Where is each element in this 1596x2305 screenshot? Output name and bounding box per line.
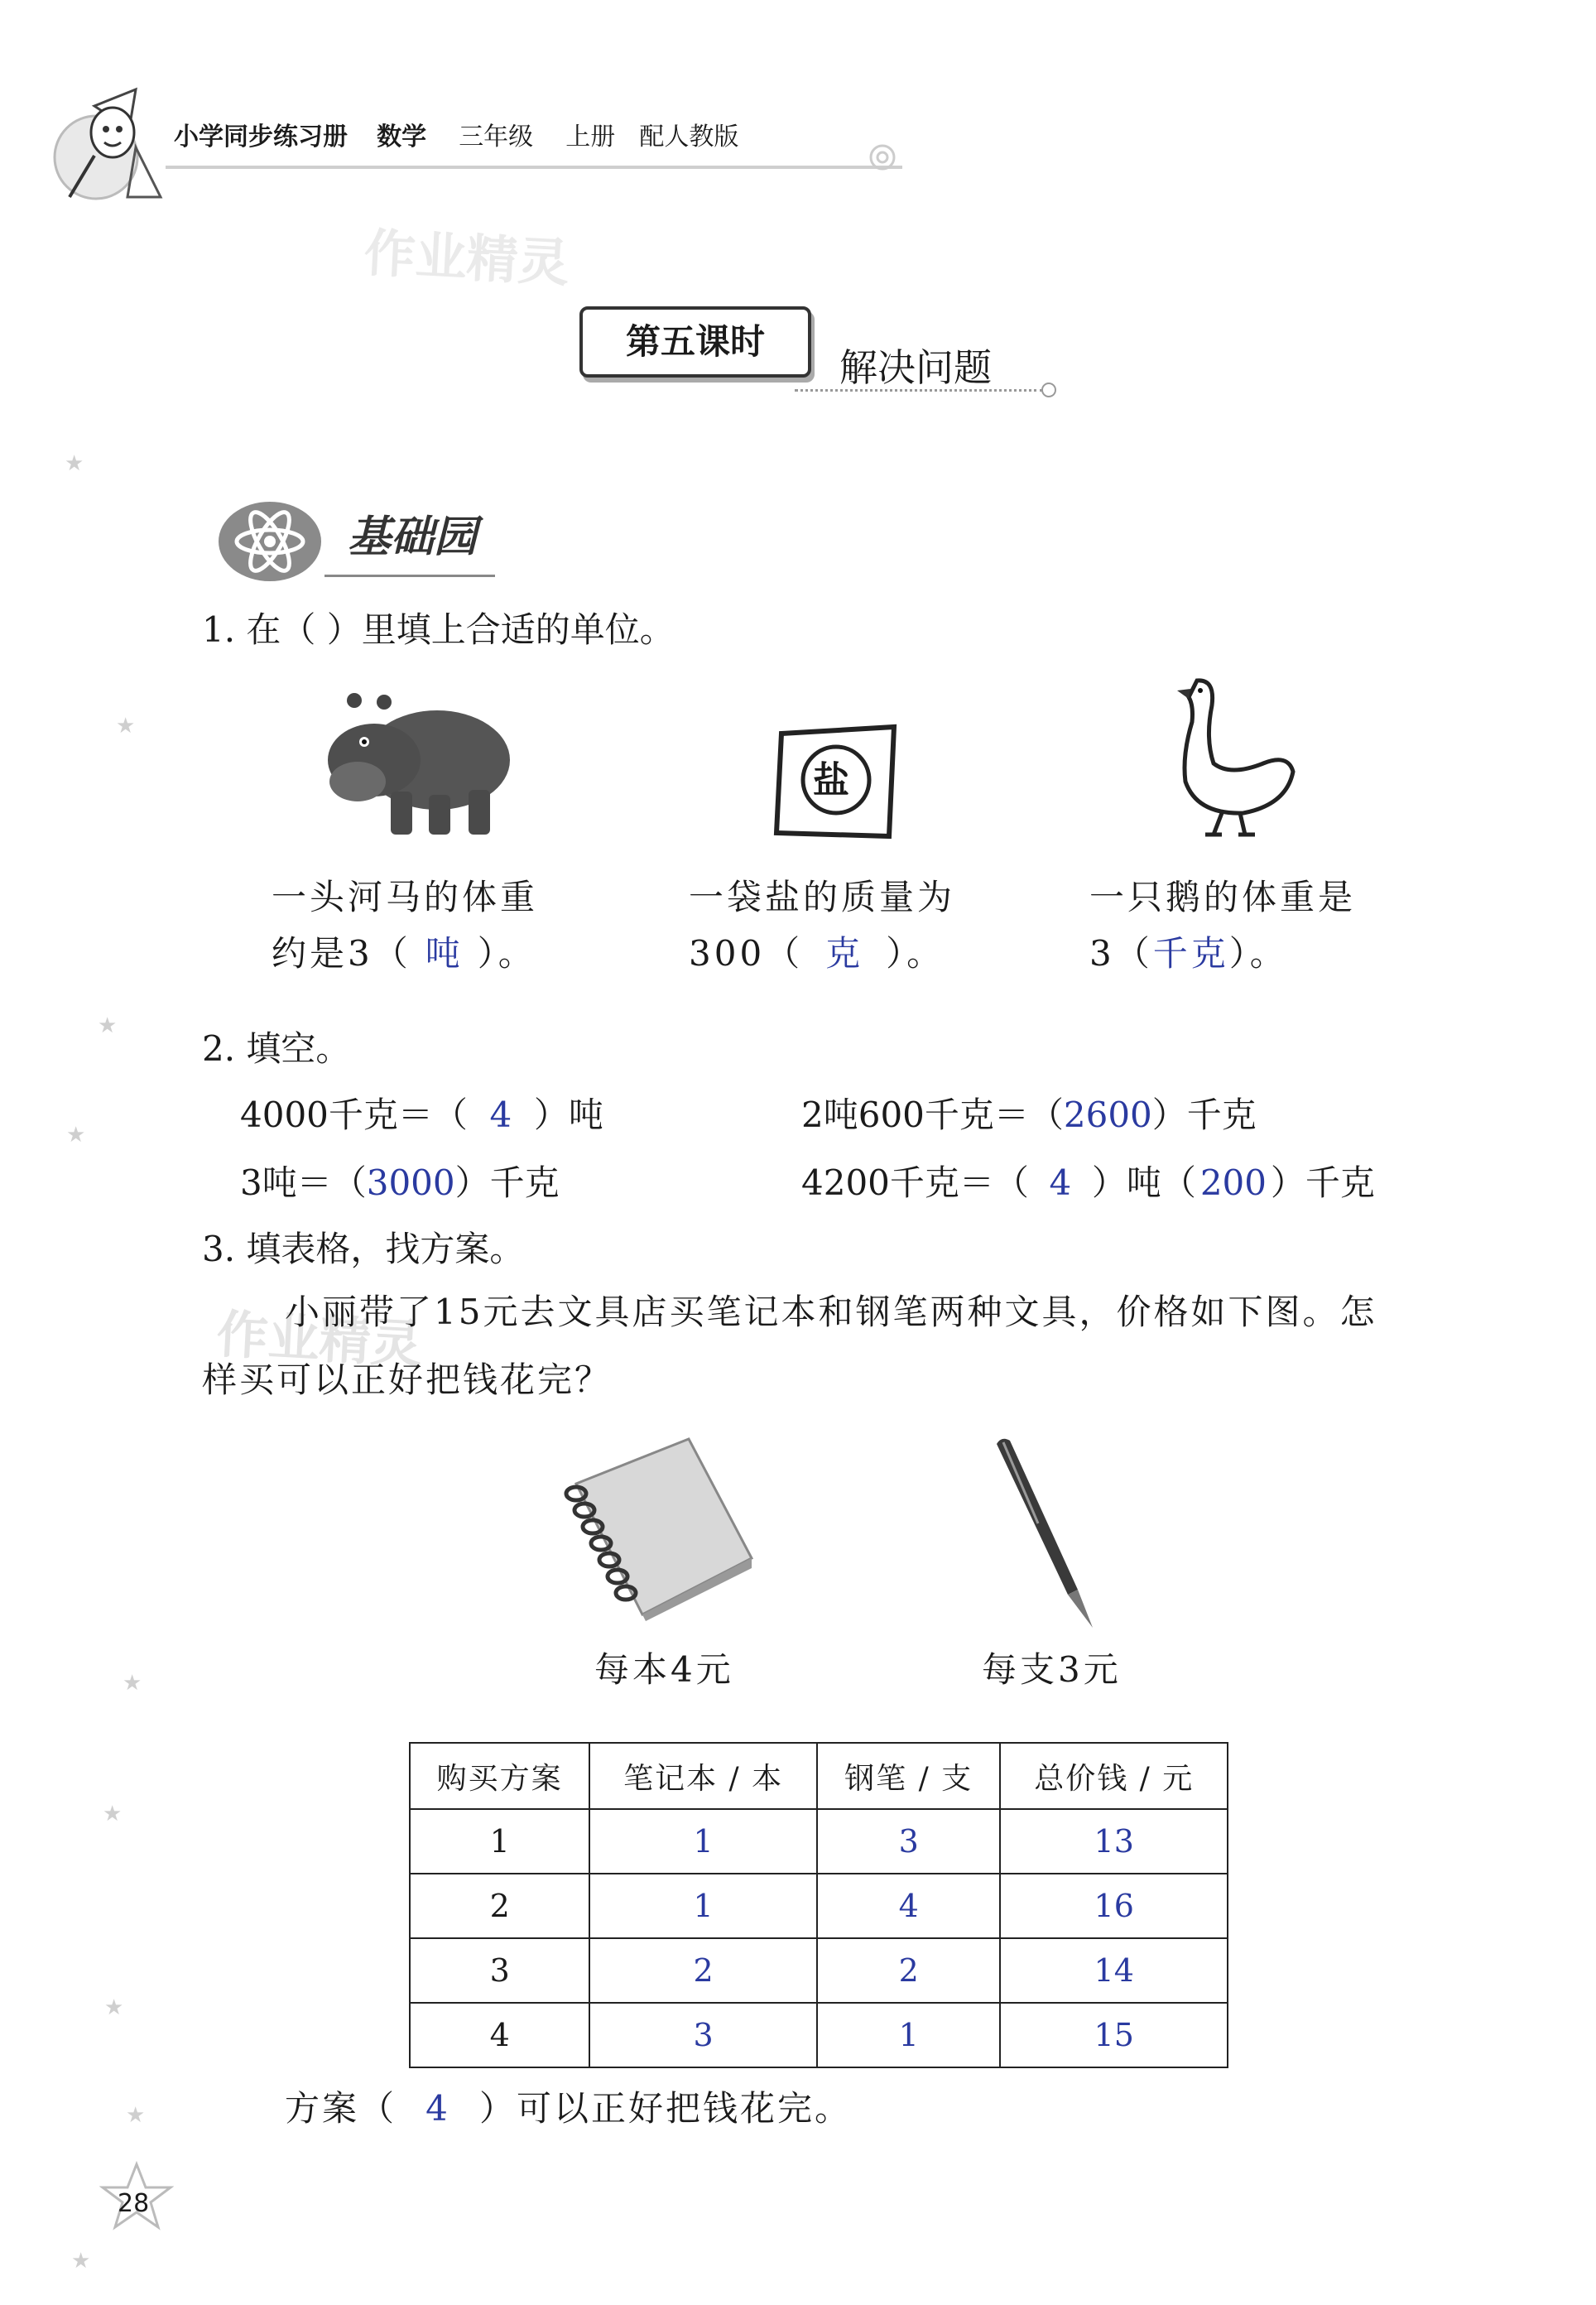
q2-answer[interactable]: 4 bbox=[1049, 1162, 1072, 1203]
q1-item-text: ）。 bbox=[886, 933, 945, 974]
q2-answer[interactable]: 4 bbox=[489, 1095, 512, 1135]
q1-item-text: 3（ bbox=[1089, 933, 1153, 974]
header-mascot-icon bbox=[36, 81, 169, 205]
plan-table bbox=[409, 1742, 1228, 2068]
table-answer-cell[interactable]: 14 bbox=[1000, 1938, 1228, 2003]
table-header-cell: 笔记本 / 本 bbox=[589, 1743, 817, 1809]
table-answer-cell[interactable]: 13 bbox=[1000, 1809, 1228, 1874]
notebook-image bbox=[543, 1434, 758, 1621]
q1-item-text: 约是3（ bbox=[272, 933, 411, 974]
watermark: 作业精灵 bbox=[214, 1303, 424, 1375]
page-number: 28 bbox=[118, 2189, 150, 2218]
table-header-cell: 总价钱 / 元 bbox=[1000, 1743, 1228, 1809]
q2-text: 4200千克＝（ bbox=[801, 1162, 1029, 1203]
table-answer-cell[interactable]: 1 bbox=[589, 1809, 817, 1874]
table-answer-cell[interactable]: 1 bbox=[589, 1874, 817, 1938]
q3-text-line2: 样买可以正好把钱花完？ bbox=[202, 1359, 613, 1400]
table-header-cell: 钢笔 / 支 bbox=[817, 1743, 1001, 1809]
q2-text: ）吨（ bbox=[1091, 1162, 1196, 1203]
table-answer-cell[interactable]: 1 bbox=[817, 2003, 1001, 2067]
header-volume: 上册 bbox=[565, 123, 616, 152]
q2-row1-left bbox=[240, 1088, 603, 1138]
table-cell: 2 bbox=[410, 1874, 589, 1938]
table-answer-cell[interactable]: 2 bbox=[817, 1938, 1001, 2003]
atom-icon bbox=[212, 493, 328, 585]
table-row bbox=[410, 1938, 1228, 2003]
table-answer-cell[interactable]: 4 bbox=[817, 1874, 1001, 1938]
lesson-title: 解决问题 bbox=[839, 345, 992, 390]
pen-image bbox=[988, 1432, 1104, 1631]
lesson-title-underline bbox=[795, 389, 1043, 392]
star-icon: ★ bbox=[98, 1013, 118, 1038]
q2-answer[interactable]: 200 bbox=[1199, 1162, 1267, 1203]
star-icon: ★ bbox=[66, 1123, 86, 1148]
q2-text: ）吨 bbox=[533, 1095, 603, 1135]
table-header-cell: 购买方案 bbox=[410, 1743, 589, 1809]
table-answer-cell[interactable]: 3 bbox=[817, 1809, 1001, 1874]
q3-conclusion-answer[interactable]: 4 bbox=[425, 2088, 450, 2129]
notebook-price: 每本4元 bbox=[594, 1649, 734, 1690]
q1-answer-ton[interactable]: 吨 bbox=[425, 933, 464, 974]
q2-text: ）千克 bbox=[1151, 1095, 1257, 1135]
q1-item-text: ）。 bbox=[477, 933, 536, 974]
table-cell: 4 bbox=[410, 2003, 589, 2067]
pen-price: 每支3元 bbox=[982, 1649, 1122, 1690]
q1-item-hippo bbox=[272, 869, 538, 982]
section-title: 基础园 bbox=[348, 512, 478, 562]
star-icon: ★ bbox=[71, 2249, 91, 2274]
table-row bbox=[410, 1874, 1228, 1938]
lesson-underline-dot-icon bbox=[1041, 383, 1056, 397]
table-row bbox=[410, 1809, 1228, 1874]
q3-conclusion bbox=[285, 2081, 852, 2131]
star-icon: ★ bbox=[126, 2103, 146, 2128]
table-answer-cell[interactable]: 16 bbox=[1000, 1874, 1228, 1938]
q1-item-text: 300（ bbox=[689, 933, 804, 974]
q2-text: 4000千克＝（ bbox=[240, 1095, 468, 1135]
q2-prompt: 2. 填空。 bbox=[202, 1028, 351, 1069]
star-icon: ★ bbox=[103, 1802, 123, 1826]
goose-image bbox=[1164, 672, 1296, 838]
header-bar bbox=[174, 116, 886, 152]
table-row bbox=[410, 2003, 1228, 2067]
q1-item-text: ）。 bbox=[1228, 933, 1288, 974]
table-cell: 1 bbox=[410, 1809, 589, 1874]
lesson-badge-text: 第五课时 bbox=[625, 321, 765, 362]
q2-text: ）千克 bbox=[454, 1162, 560, 1203]
q2-text: 2吨600千克＝（ bbox=[801, 1095, 1064, 1135]
q1-answer-kilogram[interactable]: 千克 bbox=[1152, 933, 1229, 974]
q1-item-text: 一袋盐的质量为 bbox=[689, 877, 956, 917]
header-subject: 数学 bbox=[377, 123, 427, 152]
header-rule bbox=[166, 166, 902, 169]
q3-prompt: 3. 填表格，找方案。 bbox=[202, 1229, 525, 1269]
star-icon: ★ bbox=[65, 451, 84, 476]
q1-item-text: 一头河马的体重 bbox=[272, 877, 539, 917]
header-edition: 配人教版 bbox=[639, 123, 739, 152]
table-answer-cell[interactable]: 3 bbox=[589, 2003, 817, 2067]
table-header-row bbox=[410, 1743, 1228, 1809]
header-swirl-icon bbox=[866, 141, 899, 174]
q3-conclusion-text: 方案（ bbox=[285, 2088, 397, 2129]
q2-row2-right bbox=[801, 1156, 1375, 1205]
q2-row1-right bbox=[801, 1088, 1257, 1138]
q2-answer[interactable]: 3000 bbox=[366, 1162, 455, 1203]
q3-conclusion-text: ）可以正好把钱花完。 bbox=[479, 2088, 853, 2129]
hippo-image bbox=[321, 684, 512, 841]
q2-answer[interactable]: 2600 bbox=[1063, 1095, 1152, 1135]
star-icon: ★ bbox=[116, 714, 136, 739]
watermark: 作业精灵 bbox=[362, 222, 571, 294]
q2-text: 3吨＝（ bbox=[240, 1162, 367, 1203]
table-answer-cell[interactable]: 2 bbox=[589, 1938, 817, 2003]
header-grade: 三年级 bbox=[459, 123, 534, 152]
q1-item-text: 一只鹅的体重是 bbox=[1089, 877, 1357, 917]
header-book-title: 小学同步练习册 bbox=[174, 123, 348, 152]
salt-label: 盐 bbox=[813, 759, 849, 801]
lesson-badge bbox=[579, 306, 811, 378]
section-underline bbox=[324, 575, 495, 577]
q1-answer-gram[interactable]: 克 bbox=[825, 933, 864, 974]
table-answer-cell[interactable]: 15 bbox=[1000, 2003, 1228, 2067]
q1-item-salt bbox=[689, 869, 955, 982]
star-icon: ★ bbox=[123, 1671, 142, 1696]
q2-text: ）千克 bbox=[1270, 1162, 1375, 1203]
q1-prompt: 1. 在（ ）里填上合适的单位。 bbox=[202, 609, 675, 650]
q3-text-line1: 小丽带了15元去文具店买笔记本和钢笔两种文具，价格如下图。怎 bbox=[285, 1292, 1377, 1332]
star-icon: ★ bbox=[104, 1995, 124, 2020]
q2-row2-left bbox=[240, 1156, 560, 1205]
q1-item-goose bbox=[1089, 869, 1356, 982]
table-cell: 3 bbox=[410, 1938, 589, 2003]
